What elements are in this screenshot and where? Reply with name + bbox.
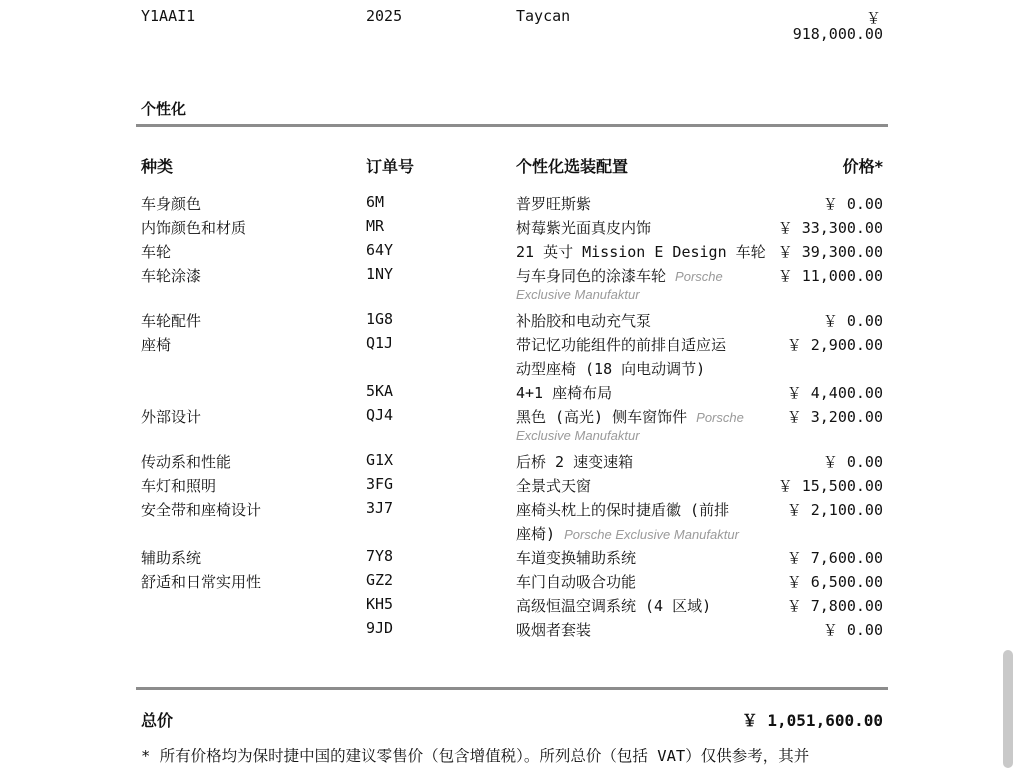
row-price: ￥ 33,300.00 [777, 219, 883, 237]
model-year: 2025 [366, 7, 403, 25]
row-category: 辅助系统 [141, 549, 202, 567]
row-price: ￥ 0.00 [822, 195, 883, 213]
row-code: 6M [366, 193, 385, 211]
row-code: 64Y [366, 241, 394, 259]
row-code: G1X [366, 451, 394, 469]
header-option: 个性化选装配置 [516, 157, 629, 176]
row-category: 车轮配件 [141, 312, 202, 330]
header-order-no: 订单号 [366, 157, 415, 176]
row-option-text: 与车身同色的涂漆车轮 [516, 267, 667, 285]
row-code: MR [366, 217, 385, 235]
row-category: 内饰颜色和材质 [141, 219, 247, 237]
row-category: 安全带和座椅设计 [141, 501, 262, 519]
row-category: 外部设计 [141, 408, 202, 426]
row-code: GZ2 [366, 571, 394, 589]
vertical-scrollbar[interactable] [1003, 650, 1013, 768]
row-category: 传动系和性能 [141, 453, 232, 471]
row-price: ￥ 6,500.00 [786, 573, 883, 591]
total-label: 总价 [141, 711, 174, 730]
row-option-text: 黑色 (高光) 侧车窗饰件 [516, 408, 688, 426]
row-option: 车道变换辅助系统 [516, 549, 637, 567]
row-price: ￥ 11,000.00 [777, 267, 883, 285]
row-option: 高级恒温空调系统 (4 区域) [516, 597, 712, 615]
row-option: 车门自动吸合功能 [516, 573, 637, 591]
row-price: ￥ 7,800.00 [786, 597, 883, 615]
row-option: 吸烟者套装 [516, 621, 592, 639]
row-option: 树莓紫光面真皮内饰 [516, 219, 652, 237]
row-category: 车轮涂漆 [141, 267, 202, 285]
model-name: Taycan [516, 7, 571, 25]
row-code: KH5 [366, 595, 394, 613]
model-price: 918,000.00 [792, 25, 883, 43]
row-price: ￥ 3,200.00 [786, 408, 883, 426]
row-price: ￥ 7,600.00 [786, 549, 883, 567]
row-category: 车身颜色 [141, 195, 202, 213]
row-code: Q1J [366, 334, 394, 352]
row-option: 后桥 2 速变速箱 [516, 453, 634, 471]
row-option: 普罗旺斯紫 [516, 195, 592, 213]
row-option: 座椅头枕上的保时捷盾徽 (前排 [516, 501, 730, 519]
row-option-line2 [516, 523, 739, 544]
row-code: 1NY [366, 265, 394, 283]
total-divider [136, 687, 888, 690]
row-option: 21 英寸 Mission E Design 车轮 [516, 243, 766, 261]
row-option-line2: 动型座椅 (18 向电动调节) [516, 360, 706, 378]
header-category: 种类 [141, 157, 174, 176]
row-price: ￥ 39,300.00 [777, 243, 883, 261]
section-title: 个性化 [141, 100, 187, 118]
row-code: 9JD [366, 619, 394, 637]
row-category: 车轮 [141, 243, 172, 261]
porsche-exclusive-tag: Porsche [675, 269, 723, 284]
porsche-exclusive-tag: Porsche Exclusive Manufaktur [564, 527, 739, 542]
row-code: 3J7 [366, 499, 394, 517]
row-option: 全景式天窗 [516, 477, 592, 495]
row-price: ￥ 15,500.00 [777, 477, 883, 495]
row-price: ￥ 2,100.00 [786, 501, 883, 519]
porsche-exclusive-tag-line2: Exclusive Manufaktur [516, 428, 640, 443]
row-code: 7Y8 [366, 547, 394, 565]
row-code: 5KA [366, 382, 394, 400]
row-price: ￥ 4,400.00 [786, 384, 883, 402]
row-code: 3FG [366, 475, 394, 493]
row-option: 补胎胶和电动充气泵 [516, 312, 652, 330]
model-currency: ￥ [866, 9, 882, 27]
row-category: 车灯和照明 [141, 477, 217, 495]
row-code: QJ4 [366, 406, 394, 424]
footnote: * 所有价格均为保时捷中国的建议零售价（包含增值税）。所列总价（包括 VAT）仅供参考，其并 [141, 747, 810, 765]
row-price: ￥ 0.00 [822, 621, 883, 639]
total-price: ￥ 1,051,600.00 [741, 711, 883, 730]
row-price: ￥ 2,900.00 [786, 336, 883, 354]
porsche-exclusive-tag-line2: Exclusive Manufaktur [516, 287, 640, 302]
row-option-text: 座椅) [516, 525, 556, 543]
row-option [516, 265, 723, 286]
row-option: 带记忆功能组件的前排自适应运 [516, 336, 727, 354]
porsche-exclusive-tag: Porsche [696, 410, 744, 425]
header-price: 价格* [842, 157, 883, 176]
section-divider [136, 124, 888, 127]
row-option: 4+1 座椅布局 [516, 384, 613, 402]
row-price: ￥ 0.00 [822, 312, 883, 330]
row-category: 舒适和日常实用性 [141, 573, 262, 591]
row-option [516, 406, 744, 427]
row-price: ￥ 0.00 [822, 453, 883, 471]
row-code: 1G8 [366, 310, 394, 328]
row-category: 座椅 [141, 336, 172, 354]
model-code: Y1AAI1 [141, 7, 196, 25]
